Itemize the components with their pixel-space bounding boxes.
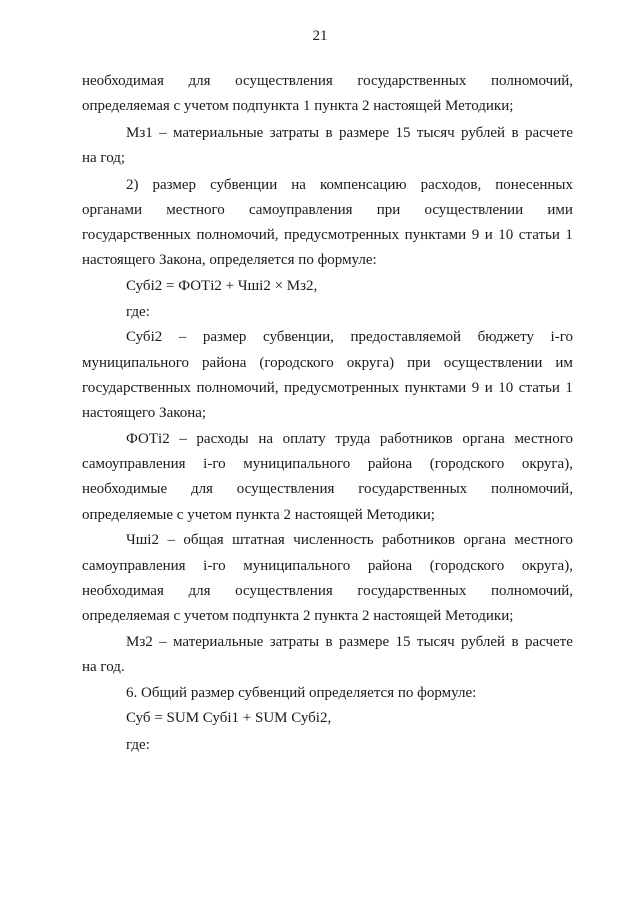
word: муниципального [243, 456, 351, 472]
word: 1 [565, 380, 573, 396]
text-line-25: 6. Общий размер субвенций определяется по формуле: [126, 685, 477, 701]
word: Чшi2 [126, 532, 159, 548]
word: осуществления [235, 583, 333, 599]
word: при [407, 355, 431, 371]
word: муниципального [243, 558, 351, 574]
word: полномочий, [490, 73, 573, 89]
text-line-15 [126, 430, 573, 448]
word: органа [463, 532, 506, 548]
word: тысяч [416, 634, 455, 650]
page-number: 21 [312, 28, 328, 44]
word: 10 [498, 380, 514, 396]
word: понесенных [495, 177, 573, 193]
word: субвенции [210, 177, 278, 193]
word: размере [338, 125, 390, 141]
word: предусмотренных [284, 227, 400, 243]
word: 9 [471, 227, 480, 243]
word: округа), [521, 558, 573, 574]
text-line-11 [126, 328, 573, 346]
word: полномочий, [196, 227, 279, 243]
word: при [376, 202, 401, 218]
word: и [484, 380, 493, 396]
word: государственных [82, 380, 191, 396]
word: 2) [126, 177, 139, 193]
text-line-02: определяемая с учетом подпункта 1 пункта 2 настоящей Методики; [82, 98, 514, 114]
word: органами [82, 202, 143, 218]
word: 15 [395, 125, 411, 141]
word: компенсацию [319, 177, 407, 193]
word: на [258, 431, 274, 447]
word: материальные [173, 634, 264, 650]
word: затраты [269, 634, 320, 650]
word: осуществлении [443, 355, 543, 371]
text-line-where-2: где: [126, 737, 150, 753]
word: необходимая [82, 73, 164, 89]
word: им [555, 355, 573, 371]
word: работников [379, 431, 453, 447]
word: расходов, [420, 177, 482, 193]
word: органа [462, 431, 505, 447]
word: Мз2 [126, 634, 153, 650]
word: бюджету [477, 329, 534, 345]
word: полномочий, [490, 583, 573, 599]
word: численность [293, 532, 374, 548]
word: рублей [461, 125, 506, 141]
word: пунктами [404, 227, 467, 243]
word: – [159, 125, 167, 141]
word: размере [338, 634, 390, 650]
word: местного [166, 202, 225, 218]
word: материальные [173, 125, 264, 141]
word: 10 [498, 227, 514, 243]
word: полномочий, [196, 380, 279, 396]
word: размер [202, 329, 247, 345]
word: статьи [518, 227, 560, 243]
word: 9 [471, 380, 480, 396]
word: i-го [550, 329, 573, 345]
word: осуществления [236, 481, 335, 497]
word: осуществления [235, 73, 333, 89]
word: государственных [357, 583, 467, 599]
word: предоставляемой [350, 329, 461, 345]
word: (городского [429, 456, 505, 472]
word: оплату [282, 431, 326, 447]
word: предусмотренных [284, 380, 400, 396]
formula-sub-total: Суб = SUM Субi1 + SUM Субi2, [126, 710, 332, 726]
word: на [291, 177, 306, 193]
word: ФОТi2 [126, 431, 170, 447]
word: субвенции, [263, 329, 334, 345]
word: в [511, 634, 519, 650]
word: – [178, 329, 187, 345]
text-line-08: настоящего Закона, определяется по формуле: [82, 252, 377, 268]
text-line-17 [82, 480, 573, 498]
text-line-18: определяемые с учетом пункта 2 настоящей Методики; [82, 507, 435, 523]
word: осуществлении [424, 202, 524, 218]
text-line-05 [126, 176, 573, 194]
word: Субi2 [126, 329, 163, 345]
text-line-21 [82, 582, 573, 600]
word: i-го [203, 456, 226, 472]
word: района [367, 558, 413, 574]
word: необходимые [82, 481, 168, 497]
word: района [367, 456, 413, 472]
word: штатная [232, 532, 285, 548]
word: расходы [196, 431, 249, 447]
word: статьи [518, 380, 560, 396]
word: государственных [82, 227, 191, 243]
word: полномочий, [490, 481, 573, 497]
formula-subi2: Субi2 = ФОТi2 + Чшi2 × Мз2, [126, 278, 318, 294]
word: муниципального [82, 355, 190, 371]
word: округа) [346, 355, 395, 371]
text-line-16 [82, 455, 573, 473]
word: затраты [269, 125, 320, 141]
text-line-where-1: где: [126, 304, 150, 320]
text-line-07 [82, 226, 573, 244]
text-line-04: на год; [82, 150, 126, 166]
word: в [325, 125, 333, 141]
text-line-06 [82, 201, 573, 219]
text-line-13 [82, 379, 573, 397]
text-line-23 [126, 633, 573, 651]
word: труда [335, 431, 371, 447]
word: округа), [521, 456, 573, 472]
word: расчете [524, 634, 573, 650]
word: размер [152, 177, 197, 193]
text-line-22: определяемая с учетом подпункта 2 пункта 2 настоящей Методики; [82, 608, 514, 624]
word: местного [514, 431, 573, 447]
word: необходимая [82, 583, 164, 599]
text-line-03 [126, 124, 573, 142]
word: в [511, 125, 519, 141]
word: государственных [357, 73, 467, 89]
word: – [159, 634, 167, 650]
word: 1 [565, 227, 573, 243]
word: пунктами [404, 380, 467, 396]
text-line-14: настоящего Закона; [82, 405, 207, 421]
word: расчете [524, 125, 573, 141]
text-line-01 [82, 72, 573, 90]
word: самоуправления [248, 202, 353, 218]
word: Мз1 [126, 125, 153, 141]
word: в [325, 634, 333, 650]
word: i-го [203, 558, 226, 574]
word: района [202, 355, 247, 371]
word: для [188, 73, 211, 89]
word: рублей [461, 634, 506, 650]
word: самоуправления [82, 558, 186, 574]
word: самоуправления [82, 456, 186, 472]
word: работников [382, 532, 455, 548]
word: ими [547, 202, 573, 218]
word: (городского [429, 558, 505, 574]
word: для [188, 583, 211, 599]
word: – [179, 431, 187, 447]
word: 15 [395, 634, 411, 650]
word: – [167, 532, 175, 548]
text-line-12 [82, 354, 573, 372]
word: общая [183, 532, 224, 548]
text-line-24: на год. [82, 659, 125, 675]
word: для [190, 481, 213, 497]
word: (городского [259, 355, 334, 371]
word: государственных [358, 481, 468, 497]
word: и [484, 227, 493, 243]
text-line-20 [82, 557, 573, 575]
text-line-19 [126, 531, 573, 549]
word: тысяч [416, 125, 455, 141]
word: местного [514, 532, 573, 548]
